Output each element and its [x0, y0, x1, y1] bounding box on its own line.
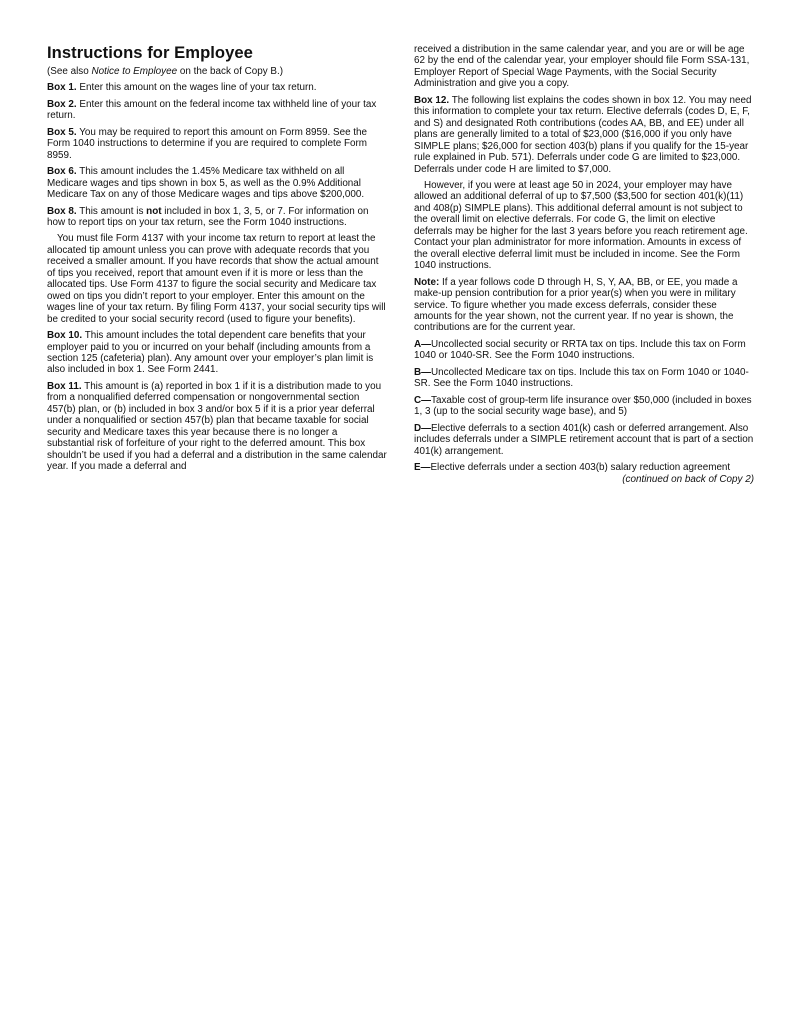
page-title: Instructions for Employee — [47, 43, 253, 62]
box-11-label: Box 11. — [47, 380, 82, 392]
note-text: If a year follows code D through H, S, Y, AA, BB, or EE, you made a make-up pension contribution for a prior year(s) when you were in military service. To figure whether you made excess deferrals, consider these amounts for the year shown, not the current year. If no year is shown, the contributions are for the current year. — [414, 276, 738, 334]
box-8-paragraph-2: You must file Form 4137 with your income tax return to report at least the allocated tip amount unless you can prove with adequate records that you received a smaller amount. If you have records that show the actual amount of tips you received, report that amount even if it is more or less than the allocated tips. Use Form 4137 to figure the social security and Medicare tax owed on tips you didn’t report to your employer. Enter this amount on the wages line of your tax return. By filing Form 4137, your social security tips will be credited to your social security record (used to figure your benefits). — [47, 233, 386, 325]
note-label: Note: — [414, 276, 440, 288]
box-12-label: Box 12. — [414, 94, 450, 106]
left-column — [47, 43, 387, 478]
box-12-text: The following list explains the codes shown in box 12. You may need this information to complete your tax return. Elective deferrals (codes D, E, F, and S) and designated Roth contributions (codes AA, BB, and EE) under all plans are generally limited to a total of $23,000 ($16,000 if you only have SIMPLE plans; $26,000 for section 403(b) plans if you qualify for the 15-year rule explained in Pub. 571). Deferrals under code G are limited to $23,000. Deferrals under code H are limited to $7,000. — [414, 94, 752, 175]
code-c-label: C — [414, 394, 422, 406]
code-d-item — [414, 423, 754, 457]
box-8-emphasis: not — [146, 205, 162, 217]
box-10-label: Box 10. — [47, 330, 83, 342]
code-d-label: D — [414, 422, 422, 434]
code-e-item — [414, 462, 754, 473]
code-b-item — [414, 367, 754, 390]
box-8-text-post: included in box 1, 3, 5, or 7. For information on how to report tips on your tax return, see the Form 1040 instructions. — [47, 205, 369, 228]
code-e-label: E — [414, 461, 421, 473]
box-2-label: Box 2. — [47, 98, 77, 110]
em-dash: — — [420, 461, 431, 473]
see-also-note — [47, 66, 387, 77]
em-dash: — — [421, 366, 432, 378]
box-11-instruction — [47, 381, 387, 473]
code-a-text: Uncollected social security or RRTA tax on tips. Include this tax on Form 1040 or 1040-SR. See the Form 1040 instructions. — [414, 338, 746, 362]
em-dash: — — [421, 422, 432, 434]
box-11-continuation: received a distribution in the same calendar year, and you are or will be age 62 by the end of the calendar year, your employer should file Form SSA-131, Employer Report of Special Wage Payments, with the Social Security Administration and give you a copy. — [414, 44, 750, 90]
em-dash: — — [421, 338, 432, 350]
box-8-instruction — [47, 206, 387, 229]
code-a-label: A — [414, 338, 422, 350]
box-5-text: You may be required to report this amount on Form 8959. See the Form 1040 instructions to determine if you are required to complete Form 8959. — [47, 126, 368, 161]
box-2-text: Enter this amount on the federal income tax withheld line of your tax return. — [47, 98, 377, 122]
code-a-item — [414, 339, 754, 362]
box-12-paragraph-2: However, if you were at least age 50 in 2024, your employer may have allowed an additional deferral of up to $7,500 ($3,500 for section 401(k)(11) and 408(p) SIMPLE plans). This additional deferral amount is not subject to the overall limit on elective deferrals. For code G, the limit on elective deferrals may be higher for the last 3 years before you reach retirement age. Contact your plan administrator for more information. Amounts in excess of the overall elective deferral limit must be included in income. See the Form 1040 instructions. — [414, 179, 748, 272]
code-c-item — [414, 395, 754, 418]
code-d-text: Elective deferrals to a section 401(k) cash or deferred arrangement. Also includes deferrals under a SIMPLE retirement account that is part of a section 401(k) arrangement. — [414, 422, 754, 457]
box-1-instruction — [47, 82, 387, 93]
see-also-pre: (See also — [47, 66, 92, 77]
box-6-instruction — [47, 166, 387, 200]
box-12-instruction — [414, 95, 754, 175]
code-b-label: B — [414, 366, 422, 378]
box-5-label: Box 5. — [47, 126, 77, 138]
box-10-text: This amount includes the total dependent care benefits that your employer paid to you or incurred on your behalf (including amounts from a section 125 (cafeteria) plan). Any amount over your employer’s plan limit is also included in box 1. See Form 2441. — [47, 330, 374, 376]
right-column — [414, 44, 754, 491]
code-b-text: Uncollected Medicare tax on tips. Include this tax on Form 1040 or 1040-SR. See the Form 1040 instructions. — [414, 366, 749, 390]
box-6-label: Box 6. — [47, 166, 77, 178]
code-e-text: Elective deferrals under a section 403(b) salary reduction agreement — [430, 461, 731, 473]
box-2-instruction — [47, 99, 387, 122]
em-dash: — — [421, 394, 432, 406]
see-also-post: on the back of Copy B.) — [177, 66, 284, 77]
box-6-text: This amount includes the 1.45% Medicare tax withheld on all Medicare wages and tips shown in box 5, as well as the 0.9% Additional Medicare Tax on any of those Medicare wages and tips above $200,000. — [47, 166, 365, 201]
box-10-instruction — [47, 330, 387, 376]
code-c-text: Taxable cost of group-term life insurance over $50,000 (included in boxes 1, 3 (up to the social security wage base), and 5) — [414, 394, 752, 418]
box-1-label: Box 1. — [47, 82, 77, 94]
box-5-instruction — [47, 127, 387, 161]
box-1-text: Enter this amount on the wages line of your tax return. — [76, 82, 317, 94]
box-8-text-pre: This amount is — [76, 205, 147, 217]
note-paragraph — [414, 277, 754, 334]
box-11-text: This amount is (a) reported in box 1 if it is a distribution made to you from a nonqualified deferred compensation or nongovernmental section 457(b) plan, or (b) included in box 3 and/or box 5 if it is a prior year deferral under a nonqualified or section 457(b) plan that became taxable for social security and Medicare taxes this year because there is no longer a substantial risk of forfeiture of your right to the deferred amount. This box shouldn’t be used if you had a deferral and a distribution in the same calendar year. If you made a deferral and — [47, 380, 387, 473]
continued-note: (continued on back of Copy 2) — [622, 474, 754, 486]
see-also-italic: Notice to Employee — [91, 66, 178, 77]
box-8-label: Box 8. — [47, 205, 77, 217]
